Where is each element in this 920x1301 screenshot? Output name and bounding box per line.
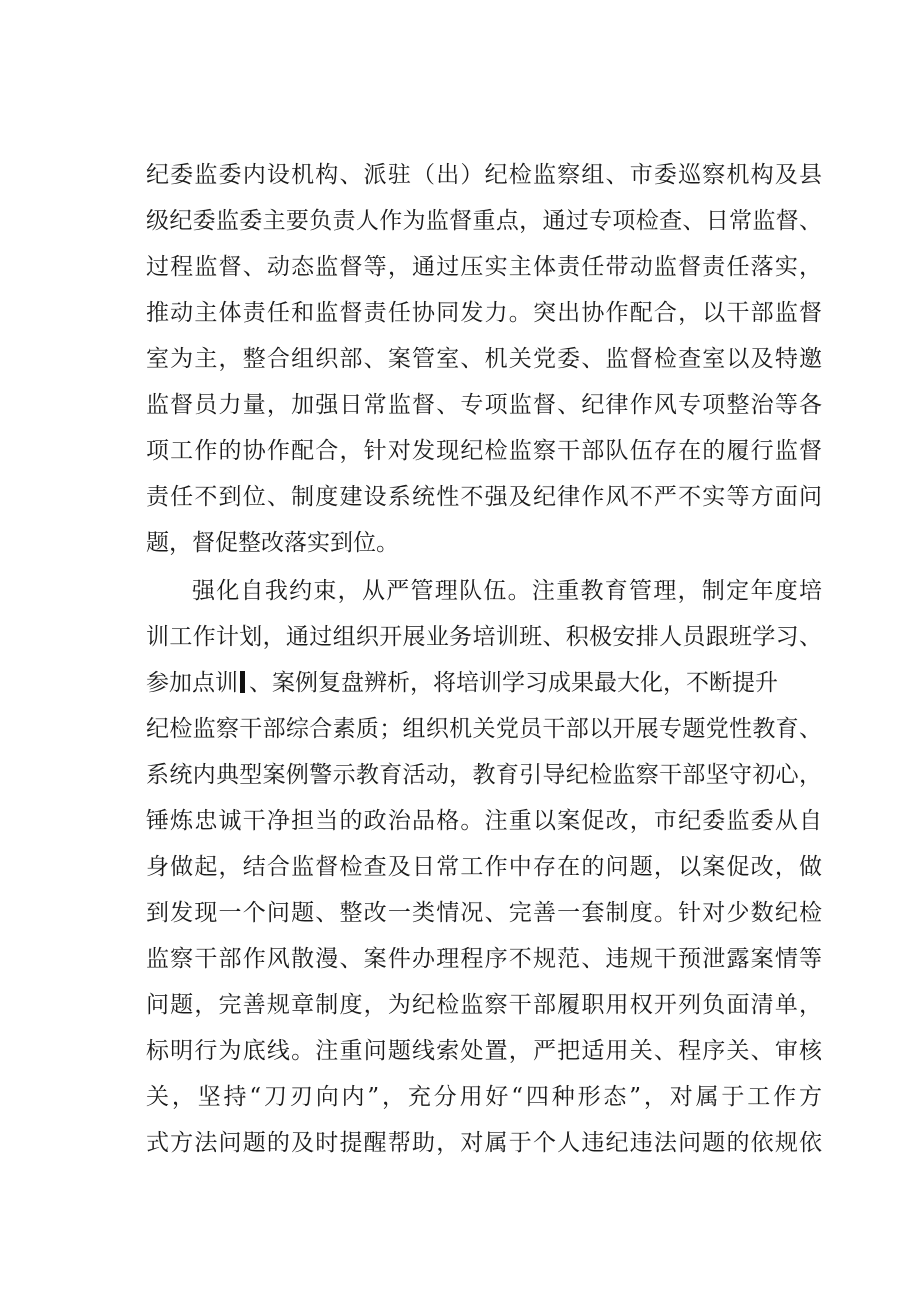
text-cursor-icon [240, 671, 245, 693]
text-line: 责任不到位、制度建设系统性不强及纪律作风不严不实等方面问 [146, 484, 822, 510]
text-line: 到发现一个问题、整改一类情况、完善一套制度。针对少数纪检 [146, 900, 822, 926]
paragraph-1 [146, 152, 822, 566]
text-line: 级纪委监委主要负责人作为监督重点，通过专项检查、日常监督、 [146, 208, 822, 234]
text-line: 强化自我约束，从严管理队伍。注重教育管理，制定年度培 [192, 578, 822, 604]
text-line: 式方法问题的及时提醒帮助，对属于个人违纪违法问题的依规依 [146, 1130, 822, 1156]
text-line: 项工作的协作配合，针对发现纪检监察干部队伍存在的履行监督 [146, 438, 822, 464]
paragraph-2 [146, 568, 822, 1166]
text-line: 纪检监察干部综合素质；组织机关党员干部以开展专题党性教育、 [146, 716, 822, 742]
text-line: 问题，完善规章制度，为纪检监察干部履职用权开列负面清单， [146, 992, 822, 1018]
text-segment: 、案例复盘辨析，将培训学习成果最大化，不断提升 [249, 670, 778, 696]
text-line: 纪委监委内设机构、派驻（出）纪检监察组、市委巡察机构及县 [146, 162, 822, 188]
text-line: 推动主体责任和监督责任协同发力。突出协作配合，以干部监督 [146, 300, 822, 326]
text-line: 系统内典型案例警示教育活动，教育引导纪检监察干部坚守初心， [146, 762, 822, 788]
text-line: 室为主，整合组织部、案管室、机关党委、监督检查室以及特邀 [146, 346, 822, 372]
text-line: 监督员力量，加强日常监督、专项监督、纪律作风专项整治等各 [146, 392, 822, 418]
text-line: 标明行为底线。注重问题线索处置，严把适用关、程序关、审核 [146, 1038, 822, 1064]
text-line: 训工作计划，通过组织开展业务培训班、积极安排人员跟班学习、 [146, 624, 822, 650]
document-body [146, 152, 822, 1166]
text-line: 过程监督、动态监督等，通过压实主体责任带动监督责任落实， [146, 254, 822, 280]
text-line: 关，坚持“刀刃向内”，充分用好“四种形态”，对属于工作方 [146, 1084, 822, 1110]
text-line: 监察干部作风散漫、案件办理程序不规范、违规干预泄露案情等 [146, 946, 822, 972]
text-line-with-cursor [146, 660, 822, 706]
text-line: 锤炼忠诚干净担当的政治品格。注重以案促改，市纪委监委从自 [146, 808, 822, 834]
text-line: 身做起，结合监督检查及日常工作中存在的问题，以案促改，做 [146, 854, 822, 880]
text-segment: 参加点训 [146, 670, 238, 696]
text-line: 题，督促整改落实到位。 [146, 530, 399, 556]
